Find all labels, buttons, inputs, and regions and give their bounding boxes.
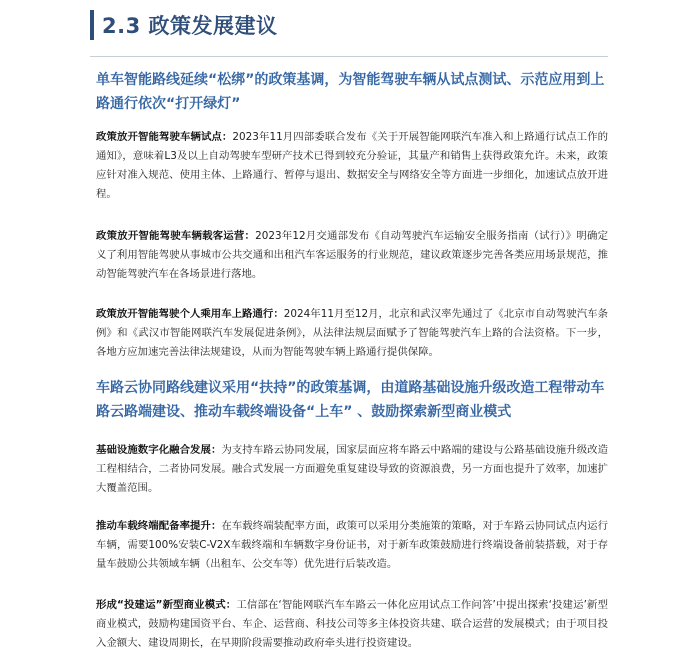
paragraph-onboard-terminal bbox=[96, 517, 608, 574]
paragraph-lead: 政策放开智能驾驶个人乘用车上路通行： bbox=[96, 308, 284, 320]
paragraph-body: 工信部在‘智能网联汽车车路云一体化应用试点工作问答’中提出探索‘投建运’新型商业模式，鼓励构建国资平台、车企、运营商、科技公司等多主体投资共建、联合运营的发展模式；由于项目投入金额大、建设周期长，在早期阶段需要推动政府牵头进行投资建设。 bbox=[96, 599, 608, 649]
paragraph-passenger-operation bbox=[96, 227, 608, 284]
paragraph-private-vehicle bbox=[96, 305, 608, 362]
paragraph-infrastructure bbox=[96, 441, 608, 498]
paragraph-body: 2023年11月四部委联合发布《关于开展智能网联汽车准入和上路通行试点工作的通知》，意味着L3及以上自动驾驶车型研产技术已得到较充分验证，其量产和销售上获得政策允许。未来，政策应针对准入规范、使用主体、上路通行、暂停与退出、数据安全与网络安全等方面进一步细化，加速试点放开进程。 bbox=[96, 131, 608, 200]
paragraph-business-model bbox=[96, 596, 608, 653]
paragraph-lead: 政策放开智能驾驶车辆试点： bbox=[96, 131, 233, 143]
section-title bbox=[90, 8, 278, 42]
subsection-heading-2: 车路云协同路线建议采用“扶持”的政策基调，由道路基础设施升级改造工程带动车路云路端建设、推动车载终端设备“上车” 、鼓励探索新型商业模式 bbox=[96, 380, 605, 420]
paragraph-body: 2023年12月交通部发布《自动驾驶汽车运输安全服务指南（试行）》明确定义了利用智能驾驶从事城市公共交通和出租汽车客运服务的行业规范，建议政策逐步完善各类应用场景规范，推动智能驾驶汽车在各场景进行落地。 bbox=[96, 230, 608, 280]
paragraph-body: 2024年11月至12月，北京和武汉率先通过了《北京市自动驾驶汽车条例》和《武汉市智能网联汽车发展促进条例》，从法律法规层面赋予了智能驾驶汽车上路的合法资格。下一步，各地方应加速完善法律法规建设，从而为智能驾驶车辆上路通行提供保障。 bbox=[96, 308, 609, 358]
paragraph-pilot-policy bbox=[96, 128, 608, 204]
paragraph-lead: 政策放开智能驾驶车辆载客运营： bbox=[96, 230, 256, 242]
section-title-text: 2.3 政策发展建议 bbox=[102, 14, 278, 38]
paragraph-body: 为支持车路云协同发展，国家层面应将车路云中路端的建设与公路基础设施升级改造工程相结合，二者协同发展。融合式发展一方面避免重复建设导致的资源浪费，另一方面也提升了效率，加速扩大覆盖范围。 bbox=[96, 444, 608, 494]
paragraph-lead: 基础设施数字化融合发展： bbox=[96, 444, 222, 456]
title-accent-bar bbox=[90, 10, 94, 40]
subsection-heading-1: 单车智能路线延续“松绑”的政策基调，为智能驾驶车辆从试点测试、示范应用到上路通行依次“打开绿灯” bbox=[96, 72, 605, 112]
title-divider bbox=[90, 56, 608, 57]
paragraph-lead: 推动车载终端配备率提升： bbox=[96, 520, 222, 532]
paragraph-body: 在车载终端装配率方面，政策可以采用分类施策的策略，对于车路云协同试点内运行车辆，需要100%安装C-V2X车载终端和车辆数字身份证书，对于新车政策鼓励进行终端设备前装搭载，对于存量车鼓励公共领域车辆（出租车、公交车等）优先进行后装改造。 bbox=[96, 520, 608, 570]
paragraph-lead: 形成“投建运”新型商业模式： bbox=[96, 599, 237, 611]
